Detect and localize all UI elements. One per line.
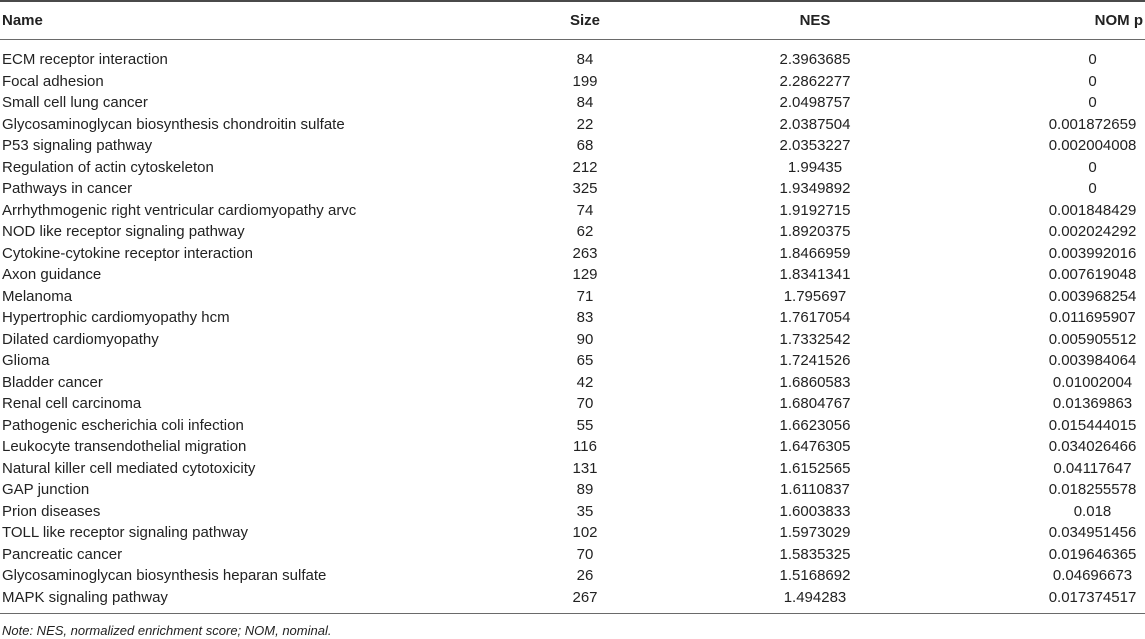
cell-size: 22 — [576, 115, 594, 133]
cell-nom-p: 0.04117647 — [1053, 459, 1132, 477]
table-row — [0, 522, 1145, 544]
cell-nom-p: 0 — [1088, 94, 1097, 111]
enrichment-table — [0, 2, 1145, 39]
cell-size: 267 — [572, 588, 598, 606]
cell-nes: 2.2862277 — [779, 72, 851, 90]
cell-size: 42 — [576, 373, 594, 391]
cell-nes: 1.494283 — [783, 588, 847, 606]
enrichment-table-body — [0, 49, 1145, 608]
table-row — [0, 458, 1145, 480]
cell-name: Melanoma — [2, 287, 73, 305]
table-row — [0, 264, 1145, 286]
column-header-size: Size — [569, 12, 600, 29]
cell-nom-p: 0.003968254 — [1048, 287, 1137, 305]
table-row — [0, 243, 1145, 265]
cell-nes: 2.0498757 — [779, 94, 851, 111]
cell-size: 84 — [576, 94, 594, 111]
cell-name: Arrhythmogenic right ventricular cardiomyopathy arvc — [2, 201, 357, 219]
cell-nes: 1.99435 — [787, 158, 843, 176]
table-row — [0, 307, 1145, 329]
table-row — [0, 286, 1145, 308]
cell-nes: 1.6804767 — [779, 395, 851, 412]
cell-size: 102 — [572, 524, 598, 541]
cell-name: Pathways in cancer — [2, 180, 133, 197]
header-row — [0, 2, 1145, 39]
cell-nom-p: 0 — [1088, 72, 1097, 90]
cell-size: 199 — [572, 72, 598, 90]
table-row — [0, 587, 1145, 609]
cell-nes: 2.0387504 — [779, 115, 851, 133]
cell-nom-p: 0.003992016 — [1048, 244, 1137, 262]
cell-size: 26 — [576, 567, 594, 584]
cell-name: Prion diseases — [2, 502, 101, 520]
table-row — [0, 221, 1145, 243]
table-bottom-rule — [0, 613, 1145, 614]
cell-nes: 1.8341341 — [779, 266, 851, 283]
cell-nom-p: 0.015444015 — [1048, 416, 1137, 434]
cell-name: Dilated cardiomyopathy — [2, 330, 159, 348]
cell-size: 74 — [576, 201, 594, 219]
cell-size: 35 — [576, 502, 594, 520]
cell-size: 263 — [572, 244, 598, 262]
cell-nom-p: 0.034951456 — [1048, 524, 1137, 541]
cell-nes: 1.7332542 — [779, 330, 851, 348]
cell-nes: 1.6152565 — [779, 459, 851, 477]
cell-nes: 1.5973029 — [779, 524, 851, 541]
cell-size: 55 — [576, 416, 594, 434]
table-row — [0, 178, 1145, 200]
cell-nom-p: 0.034026466 — [1048, 438, 1137, 455]
cell-nes: 1.9192715 — [779, 201, 851, 219]
cell-size: 70 — [576, 545, 594, 563]
cell-nom-p: 0.003984064 — [1048, 352, 1137, 369]
cell-size: 71 — [576, 287, 594, 305]
cell-size: 89 — [576, 481, 594, 498]
cell-size: 325 — [572, 180, 598, 197]
cell-nom-p: 0.007619048 — [1048, 266, 1137, 283]
cell-nom-p: 0.018 — [1073, 502, 1112, 520]
cell-nom-p: 0.017374517 — [1048, 588, 1137, 606]
table-row — [0, 200, 1145, 222]
table-row — [0, 415, 1145, 437]
cell-nom-p: 0 — [1088, 158, 1097, 176]
cell-name: Pathogenic escherichia coli infection — [2, 416, 244, 434]
table-row — [0, 49, 1145, 71]
cell-name: Focal adhesion — [2, 72, 104, 90]
table-row — [0, 436, 1145, 458]
cell-nes: 1.5168692 — [779, 567, 851, 584]
table-body — [0, 49, 1145, 608]
table-row — [0, 71, 1145, 93]
table-row — [0, 393, 1145, 415]
cell-size: 65 — [576, 352, 594, 369]
cell-size: 68 — [576, 137, 594, 154]
cell-size: 70 — [576, 395, 594, 412]
table-row — [0, 479, 1145, 501]
column-header-nes: NES — [799, 12, 831, 29]
cell-name: Hypertrophic cardiomyopathy hcm — [2, 309, 230, 326]
column-header-nom-p: NOM p — [1094, 12, 1143, 29]
cell-nes: 1.8466959 — [779, 244, 851, 262]
cell-nes: 1.6860583 — [779, 373, 851, 391]
cell-size: 116 — [573, 438, 597, 455]
cell-nom-p: 0 — [1088, 51, 1097, 68]
cell-size: 62 — [576, 223, 594, 240]
cell-nes: 1.6476305 — [779, 438, 851, 455]
cell-name: Leukocyte transendothelial migration — [2, 438, 247, 455]
cell-nom-p: 0.019646365 — [1048, 545, 1137, 563]
cell-name: Glioma — [2, 352, 50, 369]
cell-nom-p: 0.04696673 — [1052, 567, 1133, 584]
cell-name: Regulation of actin cytoskeleton — [2, 158, 214, 176]
table-row — [0, 565, 1145, 587]
cell-nom-p: 0.011695907 — [1049, 309, 1136, 326]
cell-nes: 1.8920375 — [779, 223, 851, 240]
cell-size: 83 — [576, 309, 594, 326]
table-row — [0, 92, 1145, 114]
cell-size: 129 — [572, 266, 598, 283]
cell-nom-p: 0 — [1088, 180, 1097, 197]
cell-size: 84 — [576, 51, 594, 68]
cell-nes: 2.0353227 — [779, 137, 851, 154]
cell-nom-p: 0.01369863 — [1052, 395, 1133, 412]
table-row — [0, 114, 1145, 136]
cell-nes: 2.3963685 — [779, 51, 851, 68]
cell-nes: 1.5835325 — [779, 545, 851, 563]
cell-nes: 1.795697 — [783, 287, 847, 305]
cell-nes: 1.7241526 — [779, 352, 851, 369]
cell-name: Pancreatic cancer — [2, 545, 123, 563]
cell-name: Bladder cancer — [2, 373, 103, 391]
cell-nom-p: 0.018255578 — [1048, 481, 1137, 498]
table-row — [0, 372, 1145, 394]
cell-nom-p: 0.01002004 — [1052, 373, 1133, 391]
cell-nom-p: 0.001848429 — [1048, 201, 1137, 219]
cell-name: TOLL like receptor signaling pathway — [2, 524, 248, 541]
cell-nes: 1.7617054 — [779, 309, 851, 326]
cell-nes: 1.6110837 — [780, 481, 850, 498]
cell-name: ECM receptor interaction — [2, 51, 168, 68]
cell-name: Natural killer cell mediated cytotoxicity — [2, 459, 256, 477]
column-header-name: Name — [2, 12, 43, 29]
cell-size: 90 — [576, 330, 594, 348]
cell-name: Glycosaminoglycan biosynthesis chondroitin sulfate — [2, 115, 345, 133]
cell-nes: 1.6623056 — [779, 416, 851, 434]
cell-nes: 1.6003833 — [779, 502, 851, 520]
cell-name: Cytokine-cytokine receptor interaction — [2, 244, 253, 262]
cell-size: 131 — [572, 459, 598, 477]
table-row — [0, 135, 1145, 157]
cell-name: MAPK signaling pathway — [2, 588, 168, 606]
table-row — [0, 501, 1145, 523]
cell-name: NOD like receptor signaling pathway — [2, 223, 245, 240]
cell-nom-p: 0.005905512 — [1048, 330, 1137, 348]
cell-nes: 1.9349892 — [779, 180, 851, 197]
cell-nom-p: 0.001872659 — [1048, 115, 1137, 133]
table-row — [0, 544, 1145, 566]
table-header — [0, 2, 1145, 39]
cell-nom-p: 0.002004008 — [1048, 137, 1137, 154]
table-row — [0, 157, 1145, 179]
table-row — [0, 329, 1145, 351]
cell-name: P53 signaling pathway — [2, 137, 153, 154]
cell-name: GAP junction — [2, 481, 90, 498]
table-note: Note: NES, normalized enrichment score; NOM, nominal. — [2, 623, 332, 638]
cell-size: 212 — [572, 158, 598, 176]
cell-name: Axon guidance — [2, 266, 102, 283]
table-row — [0, 350, 1145, 372]
cell-name: Glycosaminoglycan biosynthesis heparan sulfate — [2, 567, 327, 584]
cell-nom-p: 0.002024292 — [1048, 223, 1137, 240]
cell-name: Renal cell carcinoma — [2, 395, 142, 412]
cell-name: Small cell lung cancer — [2, 94, 148, 111]
